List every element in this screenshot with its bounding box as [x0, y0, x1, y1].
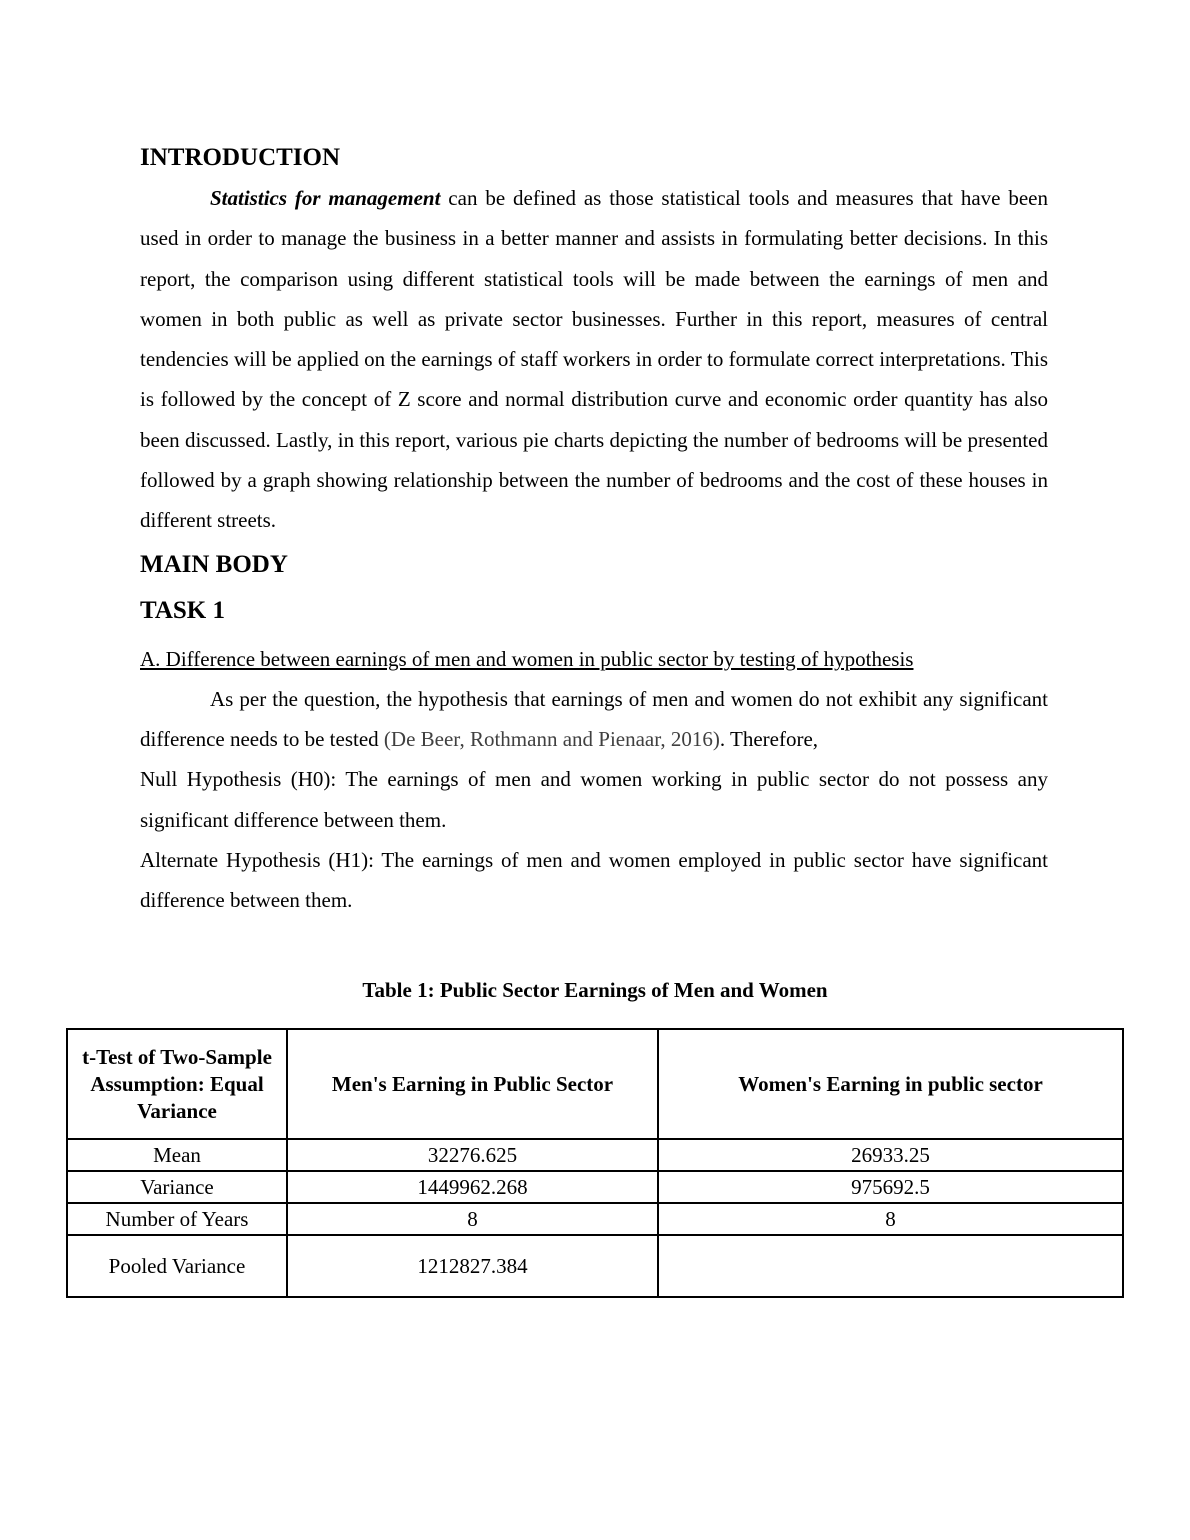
table-cell: [658, 1235, 1123, 1297]
table-row: [67, 1235, 1123, 1297]
lead-term: Statistics for management: [210, 186, 441, 210]
table-cell: 8: [287, 1203, 658, 1235]
hypothesis-intro-tail: . Therefore,: [719, 726, 819, 751]
table-cell: Variance: [67, 1171, 287, 1203]
table-cell: 1449962.268: [287, 1171, 658, 1203]
table-cell: Number of Years: [67, 1203, 287, 1235]
table-cell: Mean: [67, 1139, 287, 1171]
hypothesis-intro-text: As per the question, the hypothesis that earnings of men and women do not exhibit any significant difference needs to be tested: [140, 686, 1048, 751]
earnings-table: [66, 1028, 1124, 1298]
alternate-hypothesis: Alternate Hypothesis (H1): The earnings of men and women employed in public sector have significant difference between them.: [140, 847, 1048, 913]
introduction-text: can be defined as those statistical tools and measures that have been used in order to manage the business in a better manner and assists in formulating better decisions. In this report, the comparison using different statistical tools will be made between the earnings of men and women in both public as well as private sector businesses. Further in this report, measures of central tendencies will be applied on the earnings of staff workers in order to formulate correct interpretations. This is followed by the concept of Z score and normal distribution curve and economic order quantity has also been discussed. Lastly, in this report, various pie charts depicting the number of bedrooms will be presented followed by a graph showing relationship between the number of bedrooms and the cost of these houses in different streets.: [140, 186, 1049, 533]
table-header-cell: Men's Earning in Public Sector: [287, 1029, 658, 1139]
table-row: [67, 1203, 1123, 1235]
table-header-row: [67, 1029, 1123, 1139]
hypothesis-intro-paragraph: [140, 679, 1048, 760]
document-page: [140, 138, 1048, 920]
table-row: [67, 1139, 1123, 1171]
citation: (De Beer, Rothmann and Pienaar, 2016): [383, 726, 720, 751]
main-body-heading: MAIN BODY: [140, 550, 288, 578]
table-cell: Pooled Variance: [67, 1235, 287, 1297]
table-cell: 975692.5: [658, 1171, 1123, 1203]
section-subheading: A. Difference between earnings of men and women in public sector by testing of hypothesis: [140, 646, 914, 671]
introduction-paragraph: [140, 178, 1048, 541]
table-header-cell: Women's Earning in public sector: [658, 1029, 1123, 1139]
table-cell: 26933.25: [658, 1139, 1123, 1171]
introduction-heading: INTRODUCTION: [140, 144, 341, 171]
table-cell: 32276.625: [287, 1139, 658, 1171]
table-cell: 8: [658, 1203, 1123, 1235]
table-header-cell: t-Test of Two-Sample Assumption: Equal Variance: [67, 1029, 287, 1139]
table-cell: 1212827.384: [287, 1235, 658, 1297]
table-caption: Table 1: Public Sector Earnings of Men and Women: [362, 978, 828, 1002]
table-row: [67, 1171, 1123, 1203]
task-heading: TASK 1: [140, 596, 225, 624]
null-hypothesis: Null Hypothesis (H0): The earnings of men and women working in public sector do not possess any significant difference between them.: [140, 767, 1048, 832]
